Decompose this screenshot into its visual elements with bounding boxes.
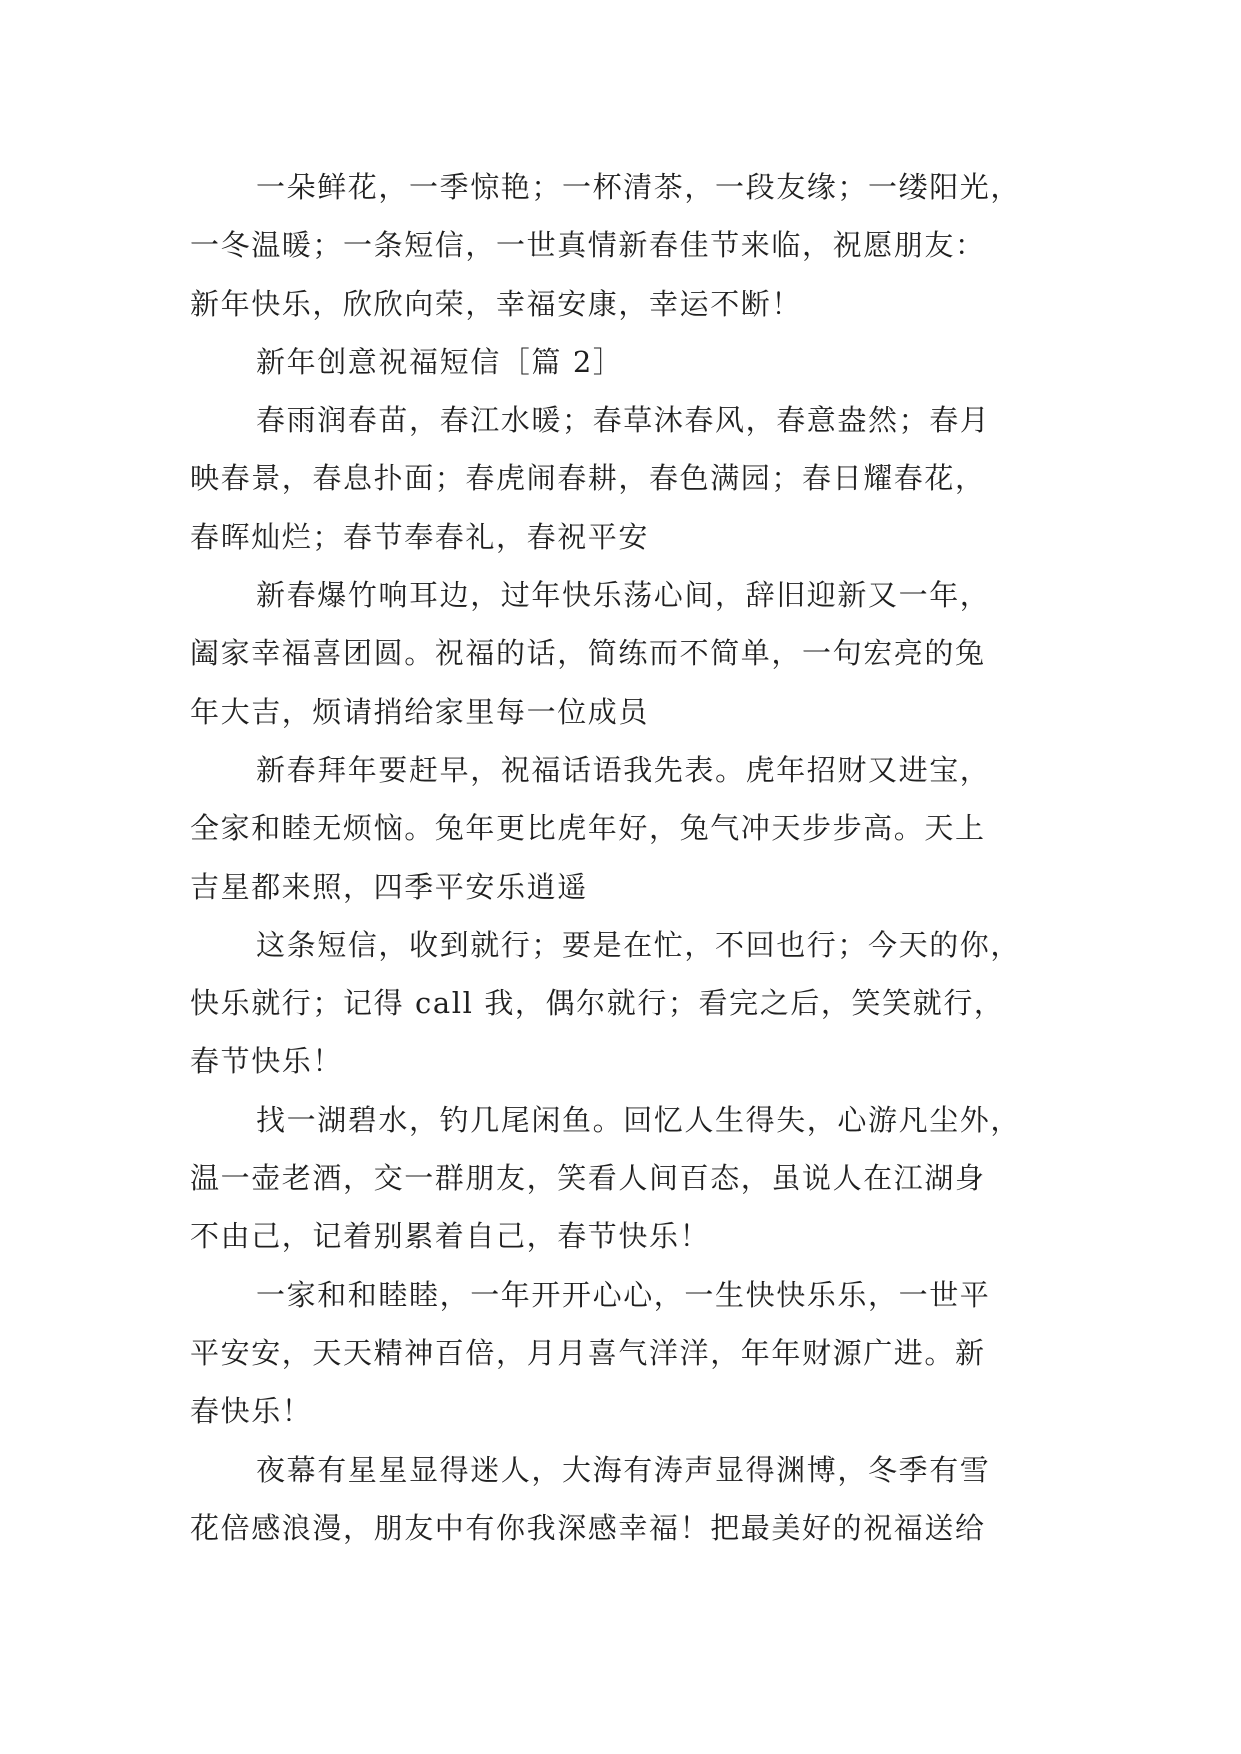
text-line: 平安安，天天精神百倍，月月喜气洋洋，年年财源广进。新 (190, 1335, 986, 1370)
text-line: 春节快乐！ (190, 1044, 344, 1079)
text-line: 一家和和睦睦，一年开开心心，一生快快乐乐，一世平 (256, 1277, 991, 1312)
text-line: 花倍感浪漫，朋友中有你我深感幸福！把最美好的祝福送给 (190, 1510, 986, 1545)
text-line: 映春景，春息扑面；春虎闹春耕，春色满园；春日耀春花， (190, 461, 986, 496)
paragraph (190, 158, 1070, 333)
text-line: 新年快乐，欣欣向荣，幸福安康，幸运不断！ (190, 286, 803, 321)
body-text (190, 158, 1070, 1557)
paragraph (190, 741, 1070, 916)
paragraph (190, 566, 1070, 741)
paragraph (190, 1091, 1070, 1266)
section-heading (190, 333, 1070, 391)
text-line: 夜幕有星星显得迷人，大海有涛声显得渊博，冬季有雪 (256, 1452, 991, 1487)
text-line: 年大吉，烦请捎给家里每一位成员 (190, 694, 650, 729)
text-line: 新春拜年要赶早，祝福话语我先表。虎年招财又进宝， (256, 752, 991, 787)
text-line: 吉星都来照，四季平安乐逍遥 (190, 869, 588, 904)
text-line: 不由己，记着别累着自己，春节快乐！ (190, 1219, 711, 1254)
paragraph (190, 916, 1070, 1091)
text-line: 找一湖碧水，钓几尾闲鱼。回忆人生得失，心游凡尘外， (256, 1102, 1022, 1137)
paragraph (190, 1441, 1070, 1558)
text-line: 一冬温暖；一条短信，一世真情新春佳节来临，祝愿朋友： (190, 228, 986, 263)
heading-line: 新年创意祝福短信［篇 2］ (256, 344, 624, 379)
text-line: 春晖灿烂；春节奉春礼，春祝平安 (190, 519, 650, 554)
text-line: 春快乐！ (190, 1394, 313, 1429)
text-line: 快乐就行；记得 call 我，偶尔就行；看完之后，笑笑就行， (190, 986, 1005, 1021)
text-line: 这条短信，收到就行；要是在忙，不回也行；今天的你， (256, 927, 1022, 962)
text-line: 一朵鲜花，一季惊艳；一杯清茶，一段友缘；一缕阳光， (256, 170, 1022, 204)
text-line: 春雨润春苗，春江水暖；春草沐春风，春意盎然；春月 (256, 403, 991, 438)
text-line: 新春爆竹响耳边，过年快乐荡心间，辞旧迎新又一年， (256, 578, 991, 613)
paragraph (190, 391, 1070, 566)
text-line: 全家和睦无烦恼。兔年更比虎年好，兔气冲天步步高。天上 (190, 811, 986, 846)
text-line: 阖家幸福喜团圆。祝福的话，简练而不简单，一句宏亮的兔 (190, 636, 986, 671)
text-line: 温一壶老酒，交一群朋友，笑看人间百态，虽说人在江湖身 (190, 1161, 986, 1196)
paragraph (190, 1266, 1070, 1441)
